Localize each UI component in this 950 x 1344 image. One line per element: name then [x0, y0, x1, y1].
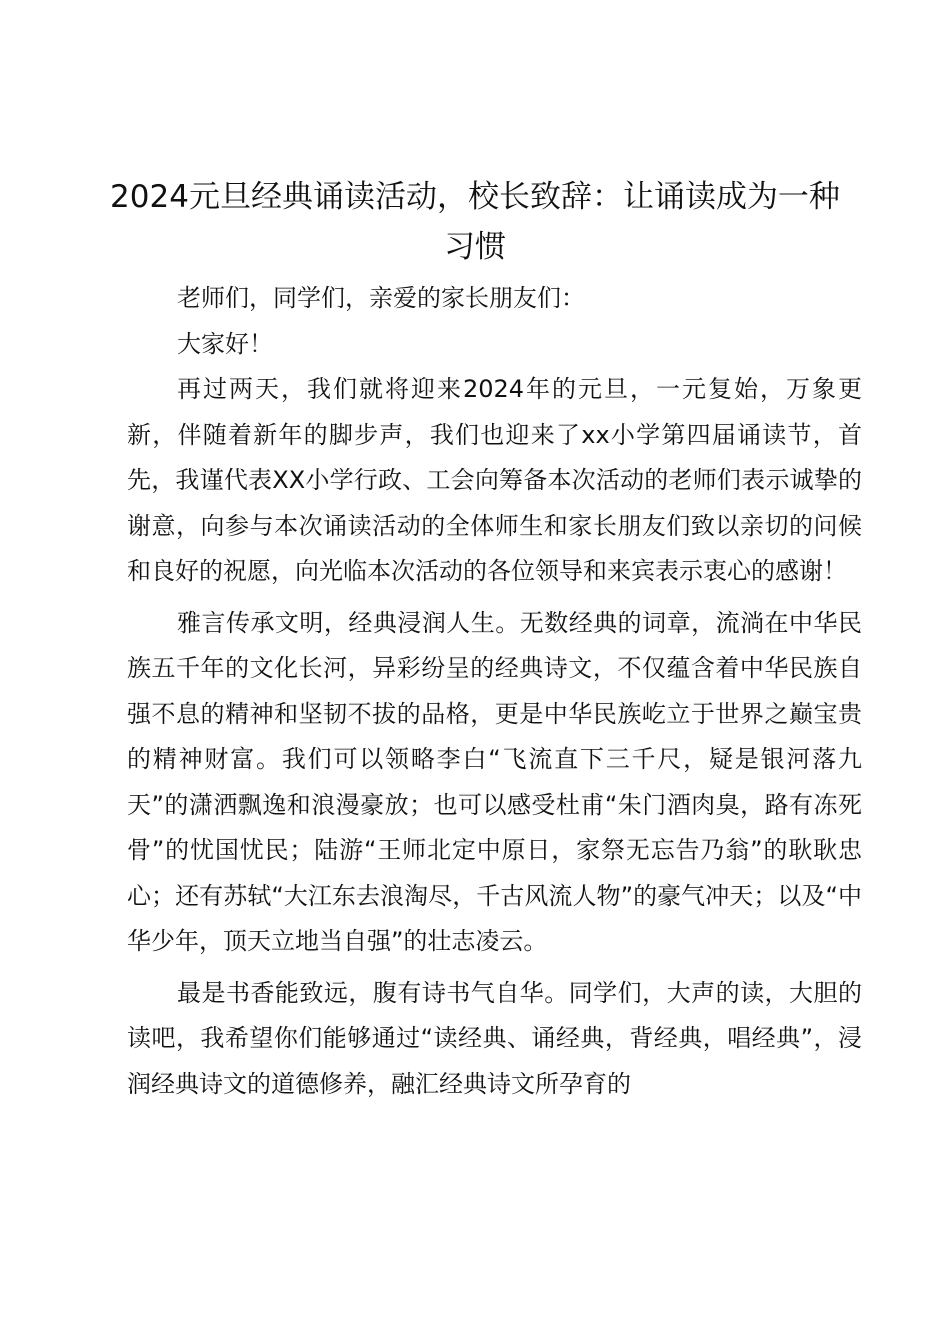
paragraph-greeting: 大家好！	[177, 329, 273, 358]
paragraph-encouragement: 最是书香能致远，腹有诗书气自华。同学们，大声的读，大胆的读吧，我希望你们能够通过“读经典、诵经典，背经典，唱经典”，浸润经典诗文的道德修养，融汇经典诗文所孕育的	[127, 978, 862, 1098]
paragraph-opening: 再过两天，我们就将迎来2024年的元旦，一元复始，万象更新，伴随着新年的脚步声，我们也迎来了xx小学第四届诵读节，首先，我谨代表XX小学行政、工会向筹备本次活动的老师们表示诚挚的谢意，向参与本次诵读活动的全体师生和家长朋友们致以亲切的问候和良好的祝愿，向光临本次活动的各位领导和来宾表示衷心的感谢！	[127, 375, 862, 585]
document-body	[127, 276, 862, 1107]
document-title: 2024元旦经典诵读活动，校长致辞：让诵读成为一种习惯	[110, 179, 840, 265]
paragraph-classics: 雅言传承文明，经典浸润人生。无数经典的词章，流淌在中华民族五千年的文化长河，异彩纷呈的经典诗文，不仅蕴含着中华民族自强不息的精神和坚韧不拔的品格，更是中华民族屹立于世界之巅宝贵的精神财富。我们可以领略李白“飞流直下三千尺，疑是银河落九天”的潇洒飘逸和浪漫豪放；也可以感受杜甫“朱门酒肉臭，路有冻死骨”的忧国忧民；陆游“王师北定中原日，家祭无忘告乃翁”的耿耿忠心；还有苏轼“大江东去浪淘尽，千古风流人物”的豪气冲天；以及“中华少年，顶天立地当自强”的壮志凌云。	[127, 608, 862, 955]
paragraph-salutation: 老师们，同学们，亲爱的家长朋友们：	[177, 284, 585, 312]
